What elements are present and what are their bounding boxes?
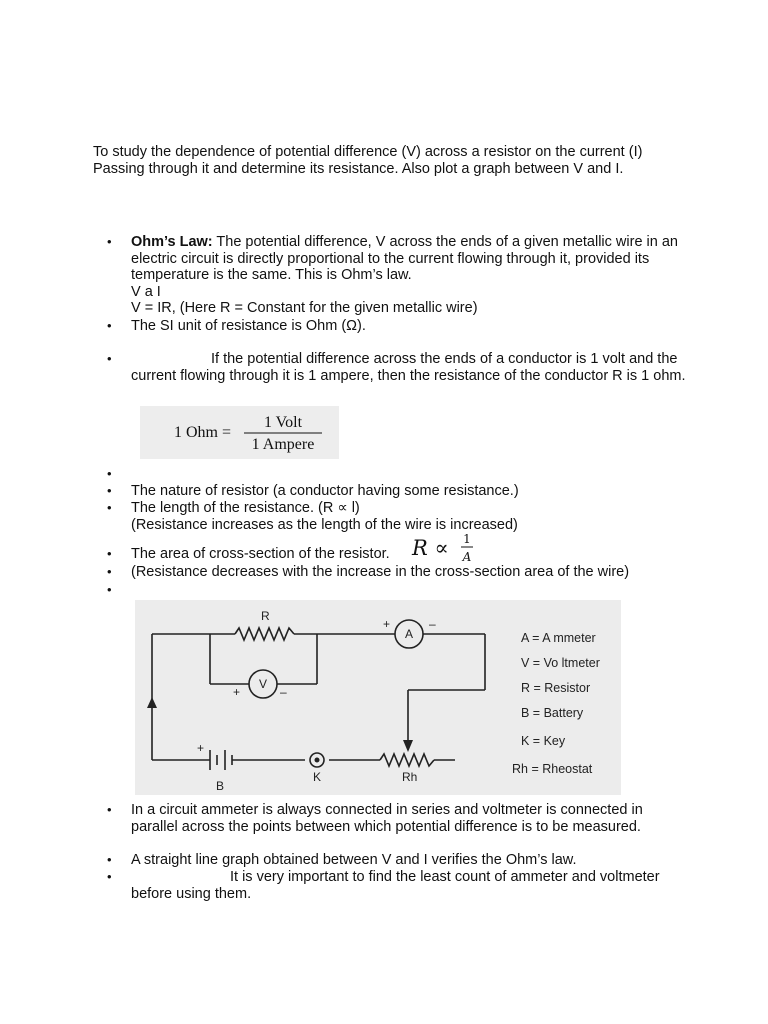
label-key: K — [313, 770, 322, 784]
legend-rheostat: Rh = Rheostat — [512, 762, 593, 776]
ohms-law-heading: Ohm’s Law: — [131, 234, 213, 250]
one-ohm-formula — [140, 406, 339, 459]
formula-denominator: 1 Ampere — [251, 436, 315, 453]
length-text: The length of the resistance. (R ∝ l) — [131, 500, 360, 516]
area-formula-num: 1 — [463, 532, 471, 546]
one-ohm-text: If the potential difference across the ends of a conductor is 1 volt and the current flowing through it is 1 ampere, then the resistance of the conductor R is 1 ohm. — [131, 351, 686, 384]
area-formula — [410, 530, 480, 566]
area-formula-den: A — [462, 550, 472, 564]
aim-paragraph: To study the dependence of potential difference (V) across a resistor on the current (I) Passing through it and determine its resistance. Also plot a graph between V and I. — [93, 144, 643, 177]
ohms-law-text: The potential difference, V across the ends of a given metallic wire in an electric circuit is directly proportional to the current flowing through it, provided its temperature is the same. This is Ohm’s law. — [131, 234, 678, 283]
ammeter-note-bullet: • In a circuit ammeter is always connected in series and voltmeter is connected in parallel across the points between which potential difference is to be measured. — [131, 802, 691, 835]
legend-resistor: R = Resistor — [521, 681, 591, 695]
label-ammeter-minus: – — [429, 617, 436, 631]
ohms-law-bullet — [131, 234, 691, 317]
label-ammeter-plus: + — [383, 617, 391, 631]
label-battery: B — [216, 779, 225, 793]
label-voltmeter-plus: + — [233, 685, 241, 699]
empty-bullet-2 — [131, 582, 691, 598]
label-voltmeter: V — [258, 677, 268, 691]
label-rheostat: Rh — [402, 770, 418, 784]
rheostat-zigzag-icon — [380, 754, 434, 766]
nature-bullet: • The nature of resistor (a conductor having some resistance.) — [131, 483, 691, 500]
label-voltmeter-minus: – — [280, 685, 287, 699]
area-formula-lhs: R ∝ — [412, 536, 449, 560]
circuit-diagram — [135, 600, 621, 795]
formula-lhs: 1 Ohm = — [174, 424, 232, 441]
resistor-zigzag-icon — [235, 628, 294, 640]
graph-note-bullet: • A straight line graph obtained between V and I verifies the Ohm’s law. — [131, 852, 691, 869]
label-battery-plus: + — [197, 741, 205, 755]
legend-voltmeter: V = Vo ltmeter — [521, 656, 600, 670]
least-count-bullet — [131, 869, 691, 902]
label-resistor: R — [261, 609, 270, 623]
equation-line: V = IR, (Here R = Constant for the given metallic wire) — [131, 300, 478, 316]
legend-battery: B = Battery — [521, 706, 584, 720]
area-text: The area of cross-section of the resistor. — [131, 546, 390, 562]
proportion-line: V a I — [131, 283, 161, 300]
empty-bullet — [131, 466, 691, 482]
legend-ammeter: A = A mmeter — [521, 631, 596, 645]
legend-key: K = Key — [521, 734, 566, 748]
label-ammeter: A — [404, 627, 414, 641]
least-count-text: It is very important to find the least count of ammeter and voltmeter before using them. — [131, 869, 660, 902]
current-arrow-icon — [147, 697, 157, 708]
rheostat-slider-arrow-icon — [403, 740, 413, 752]
area-note: • (Resistance decreases with the increase in the cross-section area of the wire) — [131, 564, 691, 581]
length-note: (Resistance increases as the length of the wire is increased) — [131, 516, 518, 533]
formula-numerator: 1 Volt — [263, 414, 303, 431]
length-bullet — [131, 500, 691, 533]
one-ohm-bullet — [131, 351, 691, 384]
si-unit-bullet: • The SI unit of resistance is Ohm (Ω). — [131, 318, 691, 335]
